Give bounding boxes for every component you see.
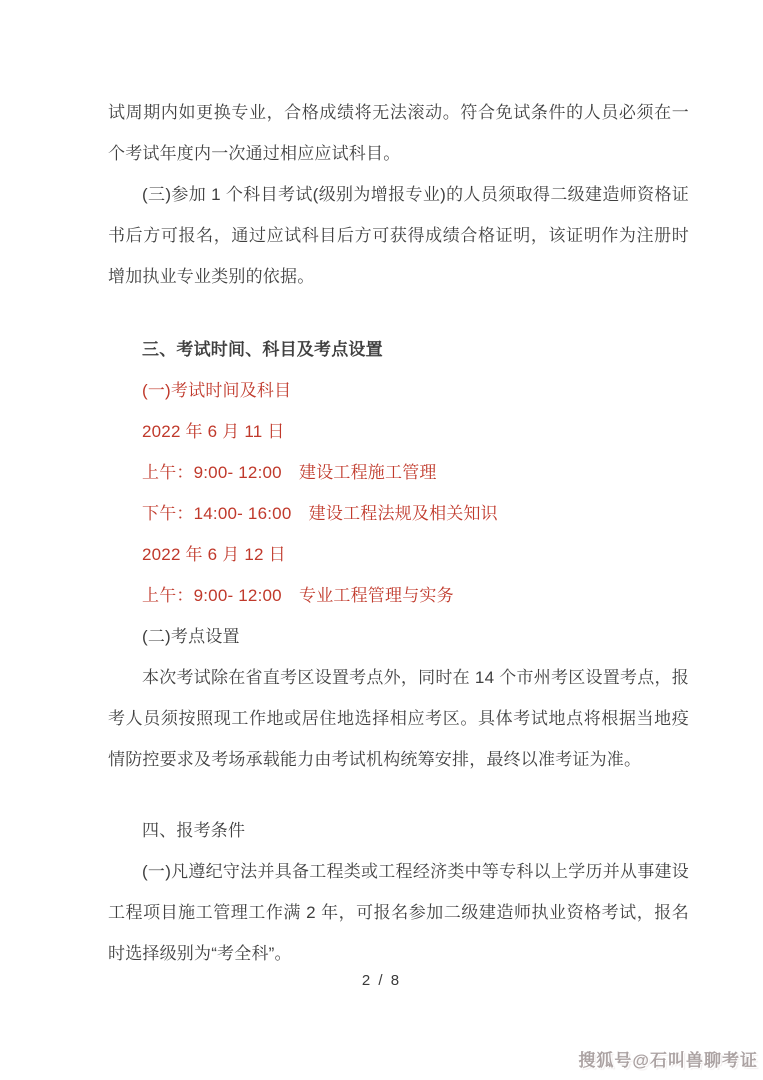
exam-date-june-11: 2022 年 6 月 11 日 bbox=[142, 422, 285, 441]
exam-date-june-12: 2022 年 6 月 12 日 bbox=[142, 545, 286, 564]
exam-session-afternoon-1: 下午：14:00- 16:00 建设工程法规及相关知识 bbox=[142, 504, 498, 523]
exam-session-morning-1: 上午：9:00- 12:00 建设工程施工管理 bbox=[142, 463, 437, 482]
page-number: 2 / 8 bbox=[361, 972, 402, 989]
paragraph-eligibility: (一)凡遵纪守法并具备工程类或工程经济类中等专科以上学历并从事建设工程项目施工管理工作满 2 年，可报名参加二级建造师执业资格考试，报名时选择级别为“考全科”。 bbox=[108, 862, 689, 963]
paragraph-item-3: (三)参加 1 个科目考试(级别为增报专业)的人员须取得二级建造师资格证书后方可报名，通过应试科目后方可获得成绩合格证明，该证明作为注册时增加执业专业类别的依据。 bbox=[108, 185, 689, 286]
sub-heading-exam-sites: (二)考点设置 bbox=[142, 627, 240, 646]
exam-session-morning-2: 上午：9:00- 12:00 专业工程管理与实务 bbox=[142, 586, 454, 605]
section-heading-3: 三、考试时间、科目及考点设置 bbox=[142, 340, 383, 359]
sub-heading-exam-time: (一)考试时间及科目 bbox=[142, 381, 292, 400]
paragraph-exam-sites-detail: 本次考试除在省直考区设置考点外，同时在 14 个市州考区设置考点，报考人员须按照现工作地或居住地选择相应考区。具体考试地点将根据当地疫情防控要求及考场承载能力由考试机构统筹安排，最终以准考证为准。 bbox=[108, 668, 689, 769]
section-heading-4: 四、报考条件 bbox=[142, 821, 246, 840]
sohu-watermark: 搜狐号@石叫兽聊考证 bbox=[578, 1051, 758, 1070]
paragraph-continuation: 试周期内如更换专业，合格成绩将无法滚动。符合免试条件的人员必须在一个考试年度内一次通过相应应试科目。 bbox=[108, 103, 689, 163]
